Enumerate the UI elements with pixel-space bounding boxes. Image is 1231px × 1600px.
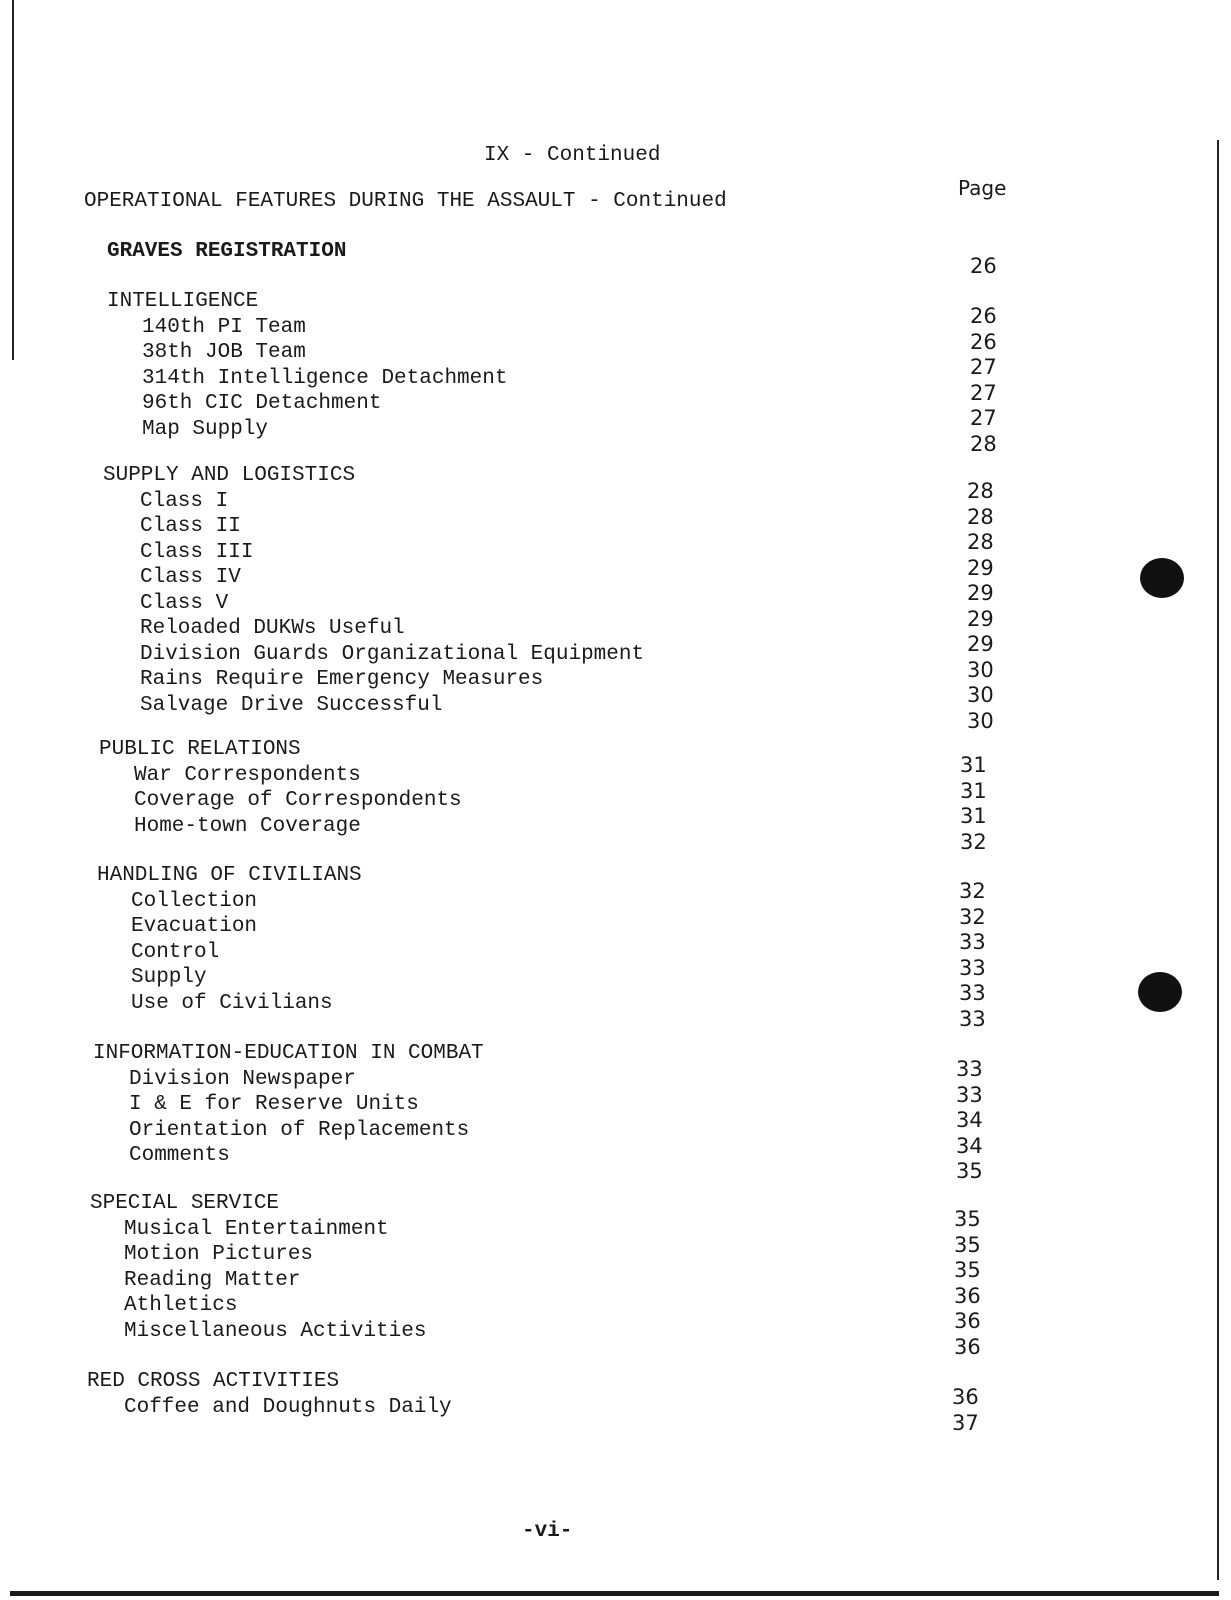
toc-entry-page-number: 33 [959,981,986,1005]
section-main-title: OPERATIONAL FEATURES DURING THE ASSAULT - Continued [84,190,727,213]
toc-entry: Orientation of Replacements [129,1118,470,1142]
scan-border-bottom [10,1591,1219,1596]
section-page-number: 36 [952,1385,979,1409]
toc-entry: Rains Require Emergency Measures [140,668,544,691]
toc-entry-page-number: 36 [954,1283,981,1308]
toc-entry-page-number: 32 [959,904,986,929]
punch-hole [1138,972,1182,1012]
toc-entry: Home-town Coverage [134,814,361,838]
toc-entry: Reading Matter [124,1268,301,1292]
toc-entry-page-number: 31 [960,804,987,828]
section-title: INTELLIGENCE [107,290,259,313]
section-title: INFORMATION-EDUCATION IN COMBAT [93,1042,484,1065]
section-title: RED CROSS ACTIVITIES [87,1370,340,1393]
toc-entry-page-number: 33 [959,930,986,954]
toc-entry: Comments [129,1144,230,1167]
toc-entry-page-number: 34 [956,1108,983,1132]
toc-entry-page-number: 33 [956,1082,983,1107]
toc-entry-page-number: 27 [970,406,997,430]
section-page-number: 28 [967,479,994,503]
toc-entry: Map Supply [142,417,269,441]
toc-entry: Use of Civilians [131,991,333,1015]
toc-entry: War Correspondents [134,763,361,787]
toc-entry-page-number: 29 [967,632,994,656]
toc-entry: Class IV [140,566,241,589]
toc-entry-page-number: 37 [952,1410,979,1435]
toc-entry: Class V [140,591,229,615]
punch-hole [1140,558,1184,598]
toc-entry-page-number: 32 [960,829,987,854]
toc-entry-page-number: 36 [954,1334,981,1359]
scan-border-right [1217,140,1219,1580]
toc-entry-page-number: 28 [970,431,997,456]
section-title: SUPPLY AND LOGISTICS [103,464,356,487]
toc-entry: Coffee and Doughnuts Daily [124,1395,452,1419]
toc-entry-page-number: 35 [954,1258,981,1282]
toc-entry: Evacuation [131,915,258,938]
toc-entry: Division Newspaper [129,1067,356,1091]
section-page-number: 35 [954,1207,981,1231]
continued-heading: IX - Continued [484,144,661,167]
toc-entry: Reloaded DUKWs Useful [140,617,405,640]
toc-entry-page-number: 26 [970,329,997,354]
page-number-footer: -vi- [522,1520,573,1543]
toc-entry-page-number: 31 [960,778,987,803]
toc-entry-page-number: 29 [967,606,994,631]
toc-entry-page-number: 29 [967,555,994,580]
toc-entry: Class III [140,540,254,564]
toc-entry: Class II [140,515,241,538]
section-page-number: 32 [959,879,986,903]
toc-entry-page-number: 28 [967,530,994,554]
section-title: HANDLING OF CIVILIANS [97,864,362,887]
toc-entry: Motion Pictures [124,1243,314,1266]
toc-entry: Collection [131,889,258,913]
toc-entry-page-number: 33 [959,955,986,980]
page-column-label: Page [958,176,1007,200]
toc-entry: Athletics [124,1294,238,1317]
toc-entry-page-number: 35 [956,1159,983,1183]
section-page-number: 33 [956,1057,983,1081]
section-page-number: 26 [970,304,997,328]
toc-entry: I & E for Reserve Units [129,1093,419,1116]
toc-entry-page-number: 35 [954,1232,981,1257]
toc-entry-page-number: 29 [967,581,994,605]
toc-entry-page-number: 33 [959,1006,986,1031]
toc-entry: 314th Intelligence Detachment [142,366,508,390]
toc-entry-page-number: 30 [967,657,994,682]
toc-entry-page-number: 30 [967,683,994,707]
toc-entry-page-number: 27 [970,380,997,405]
toc-entry: 96th CIC Detachment [142,392,382,415]
toc-entry: Class I [140,489,229,513]
toc-entry: Division Guards Organizational Equipment [140,642,645,666]
section-page-number: 26 [970,254,997,278]
toc-entry-page-number: 34 [956,1133,983,1158]
toc-entry: Coverage of Correspondents [134,789,462,812]
toc-entry: Salvage Drive Successful [140,693,443,717]
section-title: PUBLIC RELATIONS [99,738,301,761]
toc-entry-page-number: 27 [970,355,997,379]
section-title: GRAVES REGISTRATION [107,240,347,263]
toc-entry: Miscellaneous Activities [124,1319,427,1343]
toc-entry-page-number: 28 [967,504,994,529]
toc-entry-page-number: 30 [967,708,994,733]
toc-entry: 38th JOB Team [142,341,306,364]
toc-entry-page-number: 36 [954,1309,981,1333]
toc-entry: Control [131,940,220,964]
toc-entry: Supply [131,966,207,989]
toc-entry: 140th PI Team [142,315,306,339]
scan-border-left [12,0,14,360]
section-title: SPECIAL SERVICE [90,1192,280,1215]
section-page-number: 31 [960,753,987,777]
toc-entry: Musical Entertainment [124,1217,389,1241]
